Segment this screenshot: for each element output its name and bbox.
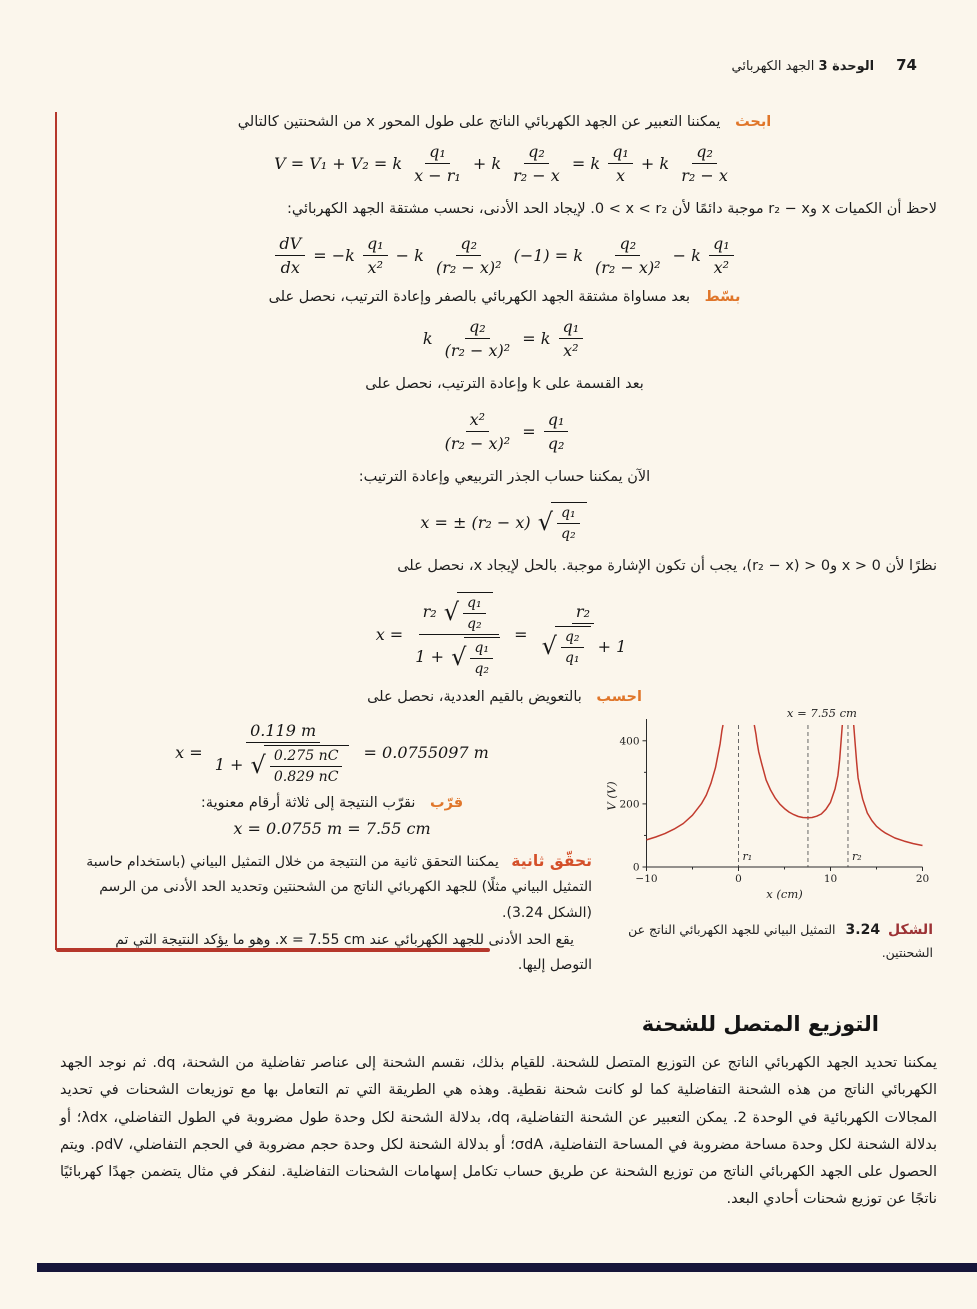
equation-potential-sum: V = V₁ + V₂ = k $\frac{\text{q₁}}{\text{x − r₁}}$ + k $\frac{\text{q₂}}{\text{r₂ − x}}$ = k $\frac{\text{q₁}}{x}$ + k $\frac{\text{q₂}}{\text{r₂ − x}}$ bbox=[274, 142, 728, 185]
paragraph-sqrt: الآن يمكننا حساب الجذر التربيعي وإعادة الترتيب: bbox=[358, 468, 651, 485]
potential-graph bbox=[602, 707, 937, 903]
equation-square-root: x = ± (r₂ − x) √ $\frac{\text{q₁}}{\text{q₂}}$ bbox=[72, 502, 937, 542]
example-bottom-row bbox=[72, 706, 937, 979]
paragraph-sign: نظرًا لأن ⁦x > 0⁩ و⁦(r₂ − x) > 0⁩، يجب أن تكون الإشارة موجبة. بالحل لإيجاد ⁦x⁩، نحصل على bbox=[397, 558, 937, 575]
figure-number: 3.24 bbox=[845, 921, 881, 938]
svg-text:200: 200 bbox=[619, 797, 640, 810]
equation-ratio: $\frac{\text{x²}}{\text{(r₂ − x)²}}$ = $\frac{\text{q₁}}{\text{q₂}}$ bbox=[72, 410, 937, 453]
worked-example bbox=[72, 108, 937, 978]
svg-text:−10: −10 bbox=[635, 872, 658, 885]
svg-text:0: 0 bbox=[632, 861, 640, 873]
section-continuous-charge bbox=[60, 1012, 937, 1214]
step-find-label: ابحث bbox=[735, 114, 772, 130]
figure-caption-text: التمثيل البياني للجهد الكهربائي الناتج عن الشحنتين. bbox=[628, 921, 933, 961]
page-bottom-bar bbox=[37, 1263, 977, 1272]
equation-result: x = 0.0755 m = 7.55 cm bbox=[233, 818, 431, 838]
step-simplify-label: بسّط bbox=[704, 289, 741, 306]
chapter-title bbox=[731, 59, 874, 74]
section-paragraph: يمكننا تحديد الجهد الكهربائي الناتج عن التوزيع المتصل للشحنة. للقيام بذلك، نقسم الشحنة إلى عناصر تفاضلية من الشحنة، ⁦dq⁩. ثم نوجد الجهد الكهربائي الناتج من هذه الشحنة التفاضلية كما لو كانت شحنة نقطية. وهذه هي الطريقة التي تم التعامل بها مع توزيعات الشحنات في تحديد المجالات الكهربائية في الوحدة 2. يمكن التعبير عن الشحنة التفاضلية، ⁦dq⁩، بدلالة الشحنة لكل وحدة طول مضروبة في الطول التفاضلي، ⁦λdx⁩؛ أو بدلالة الشحنة لكل وحدة مساحة مضروبة في المساحة التفاضلية، ⁦σdA⁩؛ أو بدلالة الشحنة لكل وحدة حجم مضروبة في الحجم التفاضلي، ⁦ρdV⁩. ويتم الحصول على الجهد الكهربائي الناتج من توزيع الشحنة عن طريق حساب تكامل إسهامات الشحنات التفاضلية. لنفكر في مثال يتضمن جهدًا كهربائيًا ناتجًا عن توزيع شحنات أحادي البعد. bbox=[60, 1055, 937, 1208]
check-again-paragraph-2: يقع الحد الأدنى للجهد الكهربائي عند ⁦x = 7.55 cm⁩. وهو ما يؤكد النتيجة التي تم التوصل إليها. bbox=[115, 931, 592, 973]
svg-text:x (cm): x (cm) bbox=[766, 886, 803, 901]
step-find bbox=[72, 114, 937, 130]
step-simplify bbox=[72, 289, 937, 305]
paragraph-note: لاحظ أن الكميات ⁦x⁩ و⁦r₂ − x⁩ موجبة دائمًا لأن ⁦0 < x < r₂⁩. لإيجاد الحد الأدنى، نحسب مشتقة الجهد الكهربائي: bbox=[287, 201, 937, 217]
unit-label: الوحدة 3 bbox=[818, 59, 875, 74]
equation-derivative: $\frac{dV}{dx}$ = −k $\frac{\text{q₁}}{\text{x²}}$ − k $\frac{\text{q₂}}{\text{(r₂ − x)²}}$ (−1) = k $\frac{\text{q₂}}{\text{(r₂ − x)²}}$ − k $\frac{\text{q₁}}{\text{x²}}$ bbox=[72, 234, 937, 277]
svg-text:400: 400 bbox=[619, 734, 640, 747]
svg-text:10: 10 bbox=[823, 872, 838, 885]
equation-solve-x: x = r₂ √ $\frac{\text{q₁}}{\text{q₂}}$ 1 + √ $\frac{\text{q₁}}{\text{q₂}}$ = r₂ √ $\frac{\text{q₂}}{\text{q₁}}$ + 1 bbox=[72, 592, 937, 677]
figure-caption bbox=[602, 919, 937, 964]
step-round bbox=[72, 795, 592, 811]
section-heading: التوزيع المتصل للشحنة bbox=[641, 1012, 879, 1036]
svg-text:0: 0 bbox=[735, 872, 742, 885]
step-find-text: يمكننا التعبير عن الجهد الكهربائي الناتج على طول المحور ⁦x⁩ من الشحنتين كالتالي bbox=[237, 114, 721, 130]
equation-set-zero: k $\frac{\text{q₂}}{\text{(r₂ − x)²}}$ = k $\frac{\text{q₁}}{\text{x²}}$ bbox=[72, 317, 937, 360]
page-number: 74 bbox=[896, 56, 917, 74]
svg-text:x = 7.55 cm: x = 7.55 cm bbox=[786, 706, 857, 720]
check-again-label: تحقّق ثانية bbox=[511, 851, 592, 870]
paragraph-divide: بعد القسمة على ⁦k⁩ وإعادة الترتيب، نحصل على bbox=[365, 376, 644, 393]
step-round-label: قرّب bbox=[430, 794, 464, 811]
step-round-text: نقرّب النتيجة إلى ثلاثة أرقام معنوية: bbox=[200, 794, 416, 811]
check-again-paragraph bbox=[72, 848, 592, 926]
check-again-text: يمكننا التحقق ثانية من النتيجة من خلال التمثيل البياني (باستخدام حاسبة التمثيل البياني مثلًا) للجهد الكهربائي الناتج من الشحنتين وتحديد الحد الأدنى من الرسم (الشكل 3.24). bbox=[86, 853, 592, 921]
svg-text:20: 20 bbox=[915, 872, 930, 885]
step-simplify-text: بعد مساواة مشتقة الجهد الكهربائي بالصفر وإعادة الترتيب، نحصل على bbox=[268, 289, 691, 306]
step-calc bbox=[72, 689, 937, 705]
svg-text:r₁: r₁ bbox=[742, 849, 753, 863]
svg-text:V (V): V (V) bbox=[604, 780, 619, 811]
equation-numeric: x = 0.119 m 1 + √ $\frac{0.275 nC}{0.829 nC}$ = 0.0755097 m bbox=[175, 720, 489, 785]
step-calc-label: احسب bbox=[596, 688, 642, 705]
figure-3-24 bbox=[602, 707, 937, 964]
example-left-column bbox=[72, 713, 592, 979]
example-left-rule bbox=[55, 112, 57, 950]
step-calc-text: بالتعويض بالقيم العددية، نحصل على bbox=[367, 688, 582, 705]
chapter-name: الجهد الكهربائي bbox=[731, 59, 815, 74]
figure-label: الشكل bbox=[888, 921, 933, 938]
page-header bbox=[731, 56, 917, 74]
svg-text:r₂: r₂ bbox=[851, 849, 862, 863]
